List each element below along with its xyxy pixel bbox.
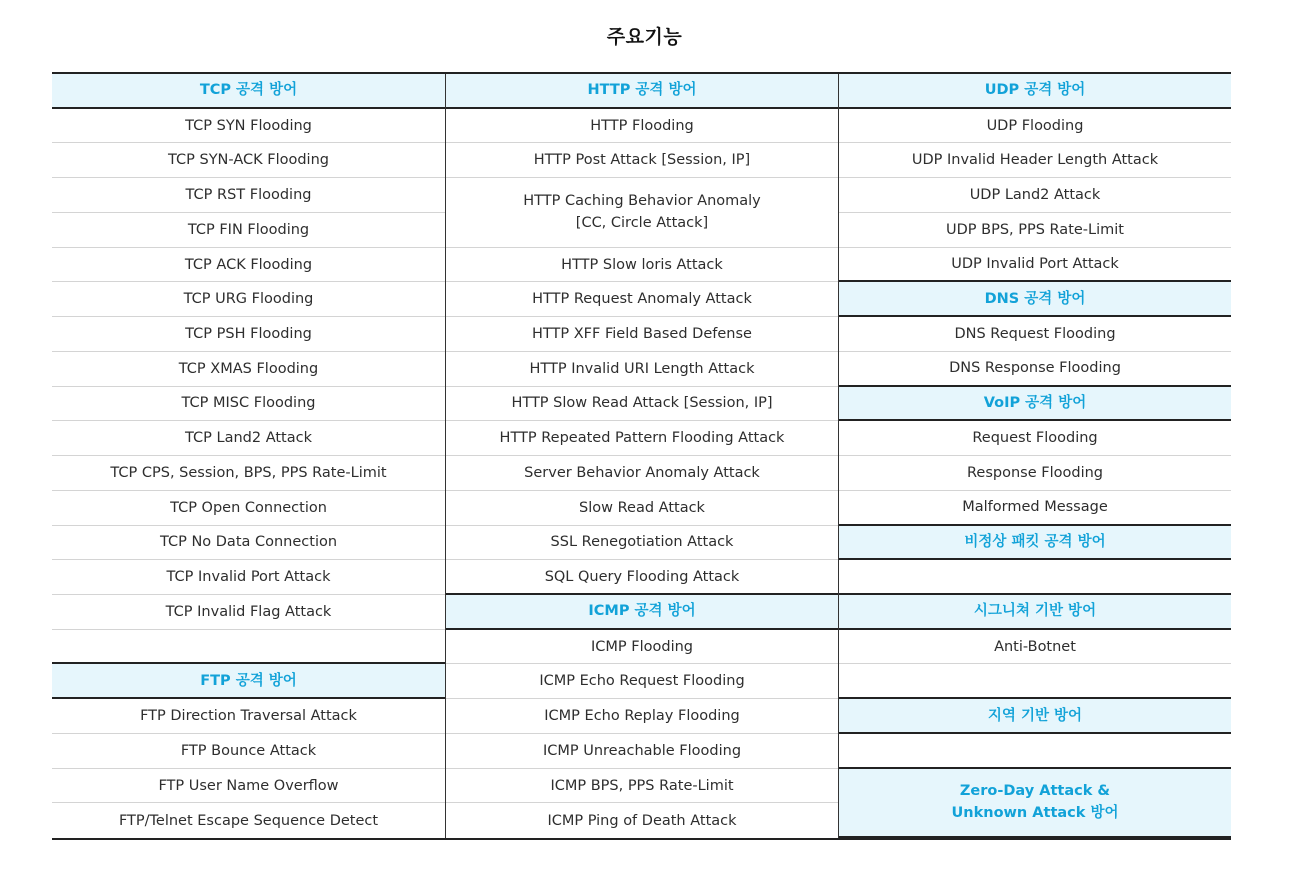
list-item: TCP CPS, Session, BPS, PPS Rate-Limit (52, 456, 445, 491)
list-item: TCP Land2 Attack (52, 421, 445, 456)
list-item: Server Behavior Anomaly Attack (446, 456, 838, 491)
list-item: UDP Land2 Attack (839, 178, 1231, 213)
section-header-abnormal-packet: 비정상 패킷 공격 방어 (839, 526, 1231, 561)
list-item: TCP SYN Flooding (52, 109, 445, 144)
empty-cell (839, 560, 1231, 595)
list-item: Anti-Botnet (839, 630, 1231, 665)
list-item-line: HTTP Caching Behavior Anomaly (523, 193, 761, 210)
list-item: UDP Invalid Header Length Attack (839, 143, 1231, 178)
list-item: UDP Flooding (839, 109, 1231, 144)
section-header-dns: DNS 공격 방어 (839, 282, 1231, 317)
list-item: Malformed Message (839, 491, 1231, 526)
features-table (52, 72, 1231, 840)
list-item: ICMP Flooding (446, 630, 838, 665)
section-header-voip: VoIP 공격 방어 (839, 387, 1231, 422)
list-item: FTP User Name Overflow (52, 769, 445, 804)
section-header-ftp: FTP 공격 방어 (52, 664, 445, 699)
section-header-signature: 시그니쳐 기반 방어 (839, 595, 1231, 630)
list-item: FTP/Telnet Escape Sequence Detect (118, 812, 379, 829)
list-item: TCP No Data Connection (52, 526, 445, 561)
list-item: Response Flooding (839, 456, 1231, 491)
list-item: TCP SYN-ACK Flooding (52, 143, 445, 178)
section-header-zero-day (839, 769, 1231, 838)
list-item: HTTP Post Attack [Session, IP] (446, 143, 838, 178)
list-item: TCP RST Flooding (52, 178, 445, 213)
list-item: TCP XMAS Flooding (52, 352, 445, 387)
list-item: ICMP Unreachable Flooding (446, 734, 838, 769)
list-item-line: [CC, Circle Attack] (575, 215, 709, 232)
list-item: DNS Request Flooding (839, 317, 1231, 352)
list-item: ICMP Echo Request Flooding (446, 664, 838, 699)
empty-cell (839, 734, 1231, 769)
page-title: 주요기능 (606, 26, 683, 48)
list-item: HTTP Slow Read Attack [Session, IP] (446, 387, 838, 422)
list-item: TCP MISC Flooding (52, 387, 445, 422)
section-header-udp: UDP 공격 방어 (839, 74, 1231, 109)
list-item: SSL Renegotiation Attack (446, 526, 838, 561)
section-header-geo: 지역 기반 방어 (839, 699, 1231, 734)
list-item: TCP FIN Flooding (52, 213, 445, 248)
empty-cell (839, 664, 1231, 699)
list-item: FTP Direction Traversal Attack (52, 699, 445, 734)
section-header-tcp: TCP 공격 방어 (52, 74, 445, 109)
list-item: DNS Response Flooding (839, 352, 1231, 387)
list-item: TCP Invalid Port Attack (52, 560, 445, 595)
empty-cell (52, 630, 445, 665)
list-item: HTTP XFF Field Based Defense (446, 317, 838, 352)
column-http-icmp (445, 74, 838, 838)
list-item: ICMP Ping of Death Attack (547, 812, 737, 829)
list-item: TCP Open Connection (52, 491, 445, 526)
list-item: HTTP Repeated Pattern Flooding Attack (446, 421, 838, 456)
list-item: SQL Query Flooding Attack (446, 560, 838, 595)
list-item: Slow Read Attack (446, 491, 838, 526)
list-item: TCP ACK Flooding (52, 248, 445, 283)
list-item: FTP Bounce Attack (52, 734, 445, 769)
zero-day-header-line: Zero-Day Attack & (959, 783, 1111, 800)
list-item: HTTP Invalid URI Length Attack (446, 352, 838, 387)
list-item: TCP URG Flooding (52, 282, 445, 317)
list-item-multiline (446, 178, 838, 247)
list-item: HTTP Flooding (446, 109, 838, 144)
column-tcp-ftp (52, 74, 445, 838)
section-header-icmp: ICMP 공격 방어 (446, 595, 838, 630)
list-item: ICMP BPS, PPS Rate-Limit (446, 769, 838, 804)
column-udp-dns-voip (838, 74, 1231, 838)
list-item: TCP Invalid Flag Attack (52, 595, 445, 630)
list-item: UDP Invalid Port Attack (839, 248, 1231, 283)
list-item: ICMP Echo Replay Flooding (446, 699, 838, 734)
list-item: TCP PSH Flooding (52, 317, 445, 352)
zero-day-header-line: Unknown Attack 방어 (951, 805, 1119, 822)
list-item: Request Flooding (839, 421, 1231, 456)
list-item: HTTP Request Anomaly Attack (446, 282, 838, 317)
list-item: UDP BPS, PPS Rate-Limit (839, 213, 1231, 248)
section-header-http: HTTP 공격 방어 (446, 74, 838, 109)
list-item: HTTP Slow loris Attack (446, 248, 838, 283)
